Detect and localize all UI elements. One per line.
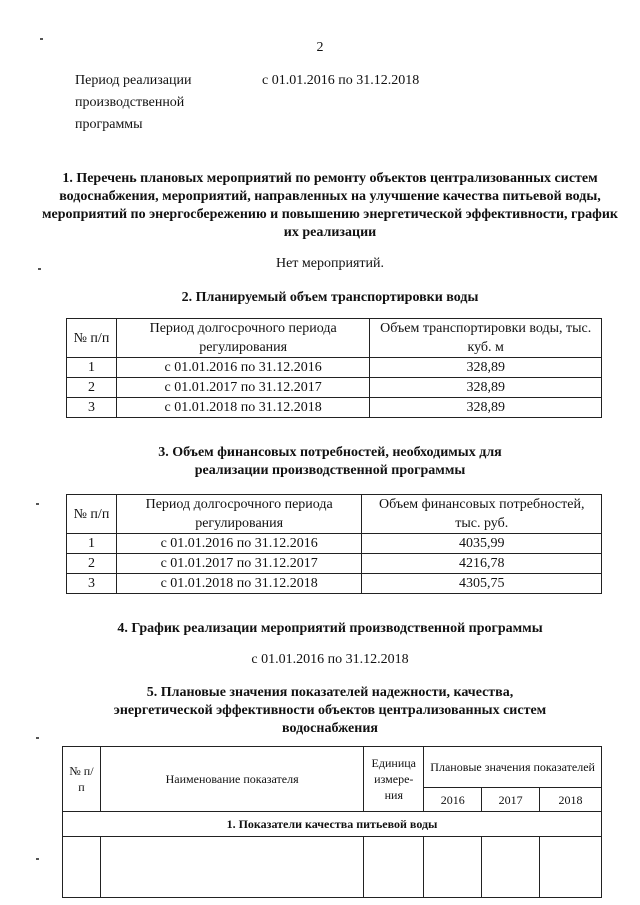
scan-mark — [36, 858, 39, 860]
table-row — [63, 837, 602, 898]
transport-volume-table — [66, 318, 602, 418]
header-num: № п/п — [67, 495, 117, 534]
table-header-row — [63, 747, 602, 788]
header-finance: Объем финансовых потребностей, тыс. руб. — [362, 495, 602, 534]
table-row — [67, 398, 602, 418]
row-value: 328,89 — [370, 358, 602, 378]
empty-cell — [424, 837, 482, 898]
row-value: 328,89 — [370, 398, 602, 418]
empty-cell — [364, 837, 424, 898]
row-period: с 01.01.2018 по 31.12.2018 — [116, 398, 369, 418]
row-value: 4035,99 — [362, 534, 602, 554]
empty-cell — [482, 837, 540, 898]
row-num: 2 — [67, 554, 117, 574]
period-value: с 01.01.2016 по 31.12.2018 — [262, 73, 420, 88]
table-row — [67, 554, 602, 574]
section1-title: 1. Перечень плановых мероприятий по ремонту объектов централизованных систем водоснабжения, мероприятий, направленных на улучшение качества питьевой воды, мероприятий по энергосбережению и повышению энергетической эффективности, график их реализации — [42, 171, 618, 240]
table-header-row — [67, 495, 602, 534]
row-period: с 01.01.2018 по 31.12.2018 — [116, 574, 362, 594]
header-period: Период долгосрочного периода регулирования — [116, 319, 369, 358]
scan-mark — [40, 38, 43, 40]
header-num: № п/п — [67, 319, 117, 358]
empty-cell — [540, 837, 602, 898]
indicators-table — [62, 746, 602, 898]
header-year: 2018 — [540, 788, 602, 812]
row-period: с 01.01.2017 по 31.12.2017 — [116, 554, 362, 574]
row-num: 1 — [67, 358, 117, 378]
group-row-quality: 1. Показатели качества питьевой воды — [63, 812, 602, 837]
section4-period: с 01.01.2016 по 31.12.2018 — [251, 652, 409, 667]
section4-title: 4. График реализации мероприятий производственной программы — [117, 621, 543, 636]
scan-mark — [36, 503, 39, 505]
table-header-row — [67, 319, 602, 358]
row-num: 3 — [67, 398, 117, 418]
page-number: 2 — [316, 40, 324, 55]
table-row — [67, 534, 602, 554]
row-period: с 01.01.2016 по 31.12.2016 — [116, 534, 362, 554]
table-row — [67, 378, 602, 398]
scan-mark — [38, 268, 41, 270]
empty-cell — [100, 837, 363, 898]
section5-title: 5. Плановые значения показателей надежности, качества, энергетической эффективности объектов централизованных систем водоснабжения — [113, 685, 547, 736]
row-num: 1 — [67, 534, 117, 554]
table-row — [67, 358, 602, 378]
header-planned: Плановые значения показателей — [424, 747, 602, 788]
header-year: 2017 — [482, 788, 540, 812]
header-name: Наименование показателя — [100, 747, 363, 812]
period-label: Период реализации производственной программы — [75, 73, 192, 132]
section1-note: Нет мероприятий. — [275, 256, 385, 271]
row-period: с 01.01.2016 по 31.12.2016 — [116, 358, 369, 378]
row-num: 2 — [67, 378, 117, 398]
scan-mark — [36, 737, 39, 739]
row-num: 3 — [67, 574, 117, 594]
table-group-row — [63, 812, 602, 837]
row-value: 4216,78 — [362, 554, 602, 574]
table-row — [67, 574, 602, 594]
financial-needs-table — [66, 494, 602, 594]
header-num: № п/п — [63, 747, 101, 812]
row-period: с 01.01.2017 по 31.12.2017 — [116, 378, 369, 398]
section2-title: 2. Планируемый объем транспортировки воды — [181, 290, 479, 305]
row-value: 328,89 — [370, 378, 602, 398]
row-value: 4305,75 — [362, 574, 602, 594]
empty-cell — [63, 837, 101, 898]
header-year: 2016 — [424, 788, 482, 812]
header-volume: Объем транспортировки воды, тыс. куб. м — [370, 319, 602, 358]
header-period: Период долгосрочного периода регулирования — [116, 495, 362, 534]
section3-title: 3. Объем финансовых потребностей, необходимых для реализации производственной программы — [158, 445, 502, 478]
header-unit: Единица измере-ния — [364, 747, 424, 812]
